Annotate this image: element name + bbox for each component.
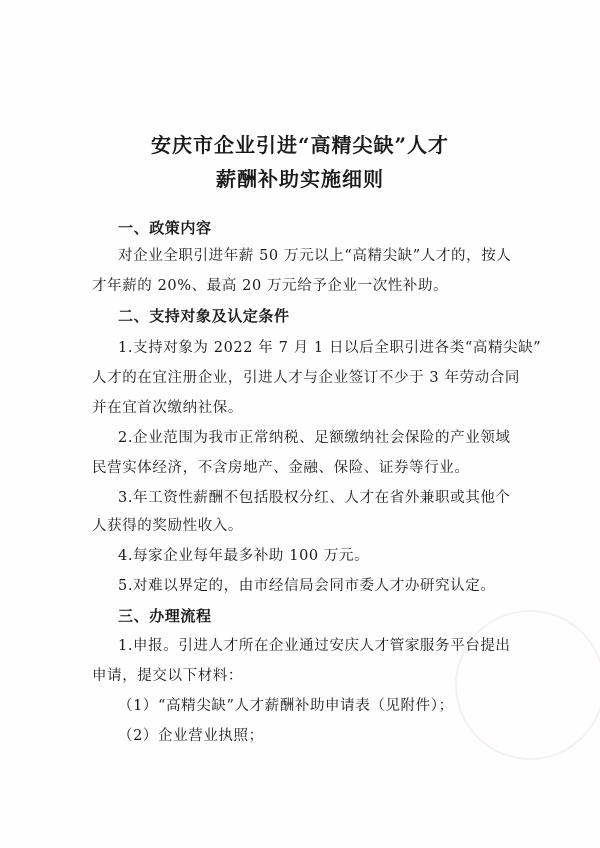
paragraph-line: 1.支持对象为 2022 年 7 月 1 日以后全职引进各类“高精尖缺”	[118, 340, 542, 356]
paragraph-line: 5.对难以界定的，由市经信局会同市委人才办研究认定。	[118, 578, 496, 594]
paragraph-line: 并在宜首次缴纳社保。	[92, 400, 243, 416]
paragraph-line: 民营实体经济，不含房地产、金融、保险、证券等行业。	[92, 460, 470, 476]
paragraph-line: 申请，提交以下材料：	[92, 668, 243, 684]
document-title-line-2: 薪酬补助实施细则	[216, 167, 384, 191]
paragraph-line: 4.每家企业每年最多补助 100 万元。	[118, 548, 370, 564]
paragraph-line: 1.申报。引进人才所在企业通过安庆人才管家服务平台提出	[118, 638, 511, 654]
section-heading-procedure: 三、办理流程	[118, 607, 212, 625]
section-heading-eligibility: 二、支持对象及认定条件	[118, 307, 290, 325]
list-item: （1）“高精尖缺”人才薪酬补助申请表（见附件）；	[118, 698, 454, 714]
paragraph-line: 才年薪的 20%、最高 20 万元给予企业一次性补助。	[92, 278, 449, 294]
paragraph-line: 2.企业范围为我市正常纳税、足额缴纳社会保险的产业领域	[118, 430, 511, 446]
list-item: （2）企业营业执照；	[118, 728, 264, 744]
paragraph-line: 人获得的奖励性收入。	[92, 518, 243, 534]
document-title-line-1: 安庆市企业引进“高精尖缺”人才	[150, 133, 449, 157]
paragraph-line: 对企业全职引进年薪 50 万元以上“高精尖缺”人才的，按人	[118, 248, 512, 264]
faint-seal-mark	[455, 610, 600, 760]
section-heading-policy: 一、政策内容	[118, 219, 212, 237]
paragraph-line: 3.年工资性薪酬不包括股权分红、人才在省外兼职或其他个	[118, 490, 511, 506]
paragraph-line: 人才的在宜注册企业，引进人才与企业签订不少于 3 年劳动合同	[92, 370, 520, 386]
